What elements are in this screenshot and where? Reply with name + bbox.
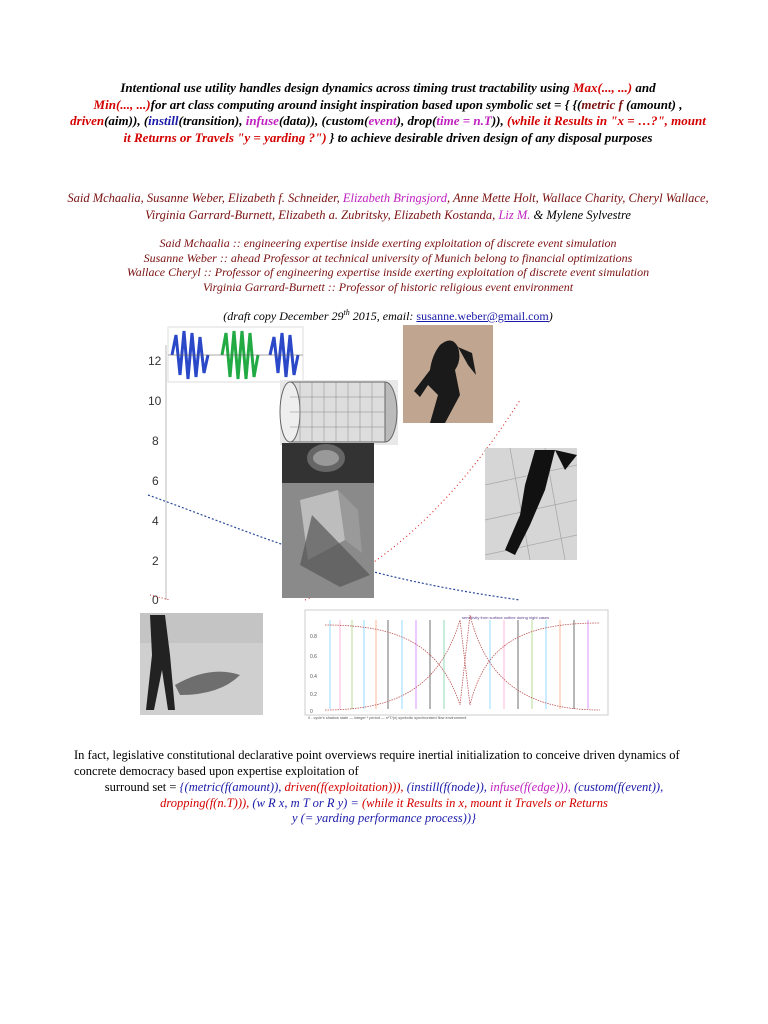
title-min: Min(..., ...) bbox=[93, 96, 151, 112]
title-while: (while it Results in "x = …?", mount it Returns or Travels "y = yarding ?") bbox=[123, 113, 706, 145]
figure-svg bbox=[140, 325, 610, 720]
affiliation-line: Wallace Cheryl :: Professor of engineering expertise inside exerting exploitation of discrete event simulation bbox=[126, 265, 650, 279]
formula-infuse: infuse(f(edge))), bbox=[490, 780, 575, 794]
y-tick: 12 bbox=[148, 354, 162, 368]
title-drop: drop( bbox=[407, 113, 437, 128]
title-time: time = n.T bbox=[436, 113, 492, 128]
formula-while: (while it Results in x, mount it Travels or Returns bbox=[362, 795, 608, 810]
title-transition: (transition) bbox=[178, 113, 240, 128]
inset-chart bbox=[305, 610, 608, 720]
title-infuse: infuse bbox=[245, 113, 279, 128]
formula-yarding: y (= yarding performance process))} bbox=[292, 811, 476, 825]
silhouette-photo bbox=[403, 325, 493, 423]
title-driven: driven bbox=[70, 113, 105, 128]
draft-line bbox=[60, 308, 716, 324]
author-highlight: Elizabeth Bringsjord bbox=[342, 191, 447, 205]
inset-y-tick: 0.8 bbox=[310, 634, 317, 640]
torus-render bbox=[282, 443, 374, 598]
inset-y-tick: 0.2 bbox=[310, 692, 317, 698]
title-custom: custom( bbox=[325, 113, 369, 128]
title-and: and bbox=[632, 80, 656, 95]
title-metric: metric f bbox=[581, 96, 623, 112]
affiliations bbox=[60, 236, 716, 294]
inset-y-tick: 0.4 bbox=[310, 674, 317, 680]
author-text: , Anne Mette Holt, Wallace Charity, Cheryl Wallace, Virginia Garrard-Burnett, Elizabeth a. Zubritsky, Elizabeth Kostanda, bbox=[145, 191, 709, 222]
draft-suffix: ) bbox=[548, 309, 553, 323]
shadow-tiles-photo bbox=[485, 448, 577, 560]
formula-driven: driven(f(exploitation))), bbox=[284, 780, 407, 794]
title-sep: ), bbox=[396, 113, 408, 128]
title-text: Intentional use utility handles design dynamics across timing trust tractability using bbox=[120, 80, 573, 95]
title-sep: ), ( bbox=[132, 113, 149, 128]
author-highlight: Liz M. bbox=[498, 207, 531, 222]
paper-title bbox=[70, 80, 706, 146]
title-sep: , bbox=[675, 96, 683, 112]
title-amount: (amount) bbox=[626, 96, 676, 112]
inset-y-tick: 0 bbox=[310, 709, 313, 715]
formula-dropping: dropping(f(n.T))), bbox=[160, 795, 253, 810]
formula-block bbox=[74, 780, 694, 827]
waveform-inset bbox=[168, 327, 303, 382]
inset-y-tick: 0.6 bbox=[310, 654, 317, 660]
author-list bbox=[60, 190, 716, 223]
draft-sup: th bbox=[343, 308, 350, 317]
author-text: Said Mchaalia, Susanne Weber, Elizabeth f. Schneider, bbox=[67, 191, 343, 205]
formula-metric: {(metric(f(amount)), bbox=[179, 780, 285, 794]
formula-wrx: (w R x, m T or R y) = bbox=[252, 795, 362, 810]
figure-collage bbox=[140, 325, 610, 720]
affiliation-line: Virginia Garrard-Burnett :: Professor of historic religious event environment bbox=[202, 279, 574, 294]
draft-date: (draft copy December 29 bbox=[223, 309, 344, 323]
formula-custom: (custom(f(event)), bbox=[574, 780, 664, 794]
cylinder-render bbox=[280, 380, 398, 445]
formula-prefix: surround set = bbox=[104, 780, 180, 794]
body-paragraph: In fact, legislative constitutional declarative point overviews require inertial initialization to conceive driven dynamics of concrete democracy based upon expertise exploitation of bbox=[74, 748, 680, 778]
plot-y-ticks bbox=[148, 354, 162, 607]
walking-man-photo bbox=[140, 613, 263, 715]
inset-caption: 0 - cycle's shadow state — integer * period — n*T/(n) symbolic synchronised flow environment bbox=[308, 716, 467, 720]
title-text-2: for art class computing around insight inspiration based upon symbolic set = { {( bbox=[150, 96, 582, 112]
y-tick: 10 bbox=[148, 394, 162, 408]
y-tick: 0 bbox=[152, 593, 159, 607]
title-data: (data) bbox=[278, 113, 311, 128]
author-text: & Mylene Sylvestre bbox=[530, 207, 631, 222]
email-link[interactable]: susanne.weber@gmail.com bbox=[416, 309, 549, 323]
inset-title: sensitivity from surface outline during night cases bbox=[462, 615, 550, 620]
formula-instill: (instill(f(node)), bbox=[406, 780, 491, 794]
title-sep: ), ( bbox=[310, 113, 326, 128]
title-sep: , bbox=[239, 113, 246, 128]
draft-year: 2015, email: bbox=[349, 309, 417, 323]
title-instill: instill bbox=[148, 113, 179, 128]
title-sep: )), bbox=[491, 113, 508, 128]
y-tick: 6 bbox=[152, 474, 159, 488]
title-max: Max(..., ...) bbox=[572, 80, 633, 95]
title-aim: (aim) bbox=[104, 113, 133, 128]
affiliation-line: Said Mchaalia :: engineering expertise inside exerting exploitation of discrete event simulation bbox=[159, 236, 617, 250]
title-tail: } to achieve desirable driven design of any disposal purposes bbox=[326, 129, 653, 145]
title-event: event bbox=[368, 113, 397, 128]
y-tick: 2 bbox=[152, 554, 159, 568]
y-tick: 4 bbox=[152, 514, 159, 528]
affiliation-line: Susanne Weber :: ahead Professor at technical university of Munich belong to financial optimizations bbox=[143, 250, 633, 265]
y-tick: 8 bbox=[152, 434, 159, 448]
